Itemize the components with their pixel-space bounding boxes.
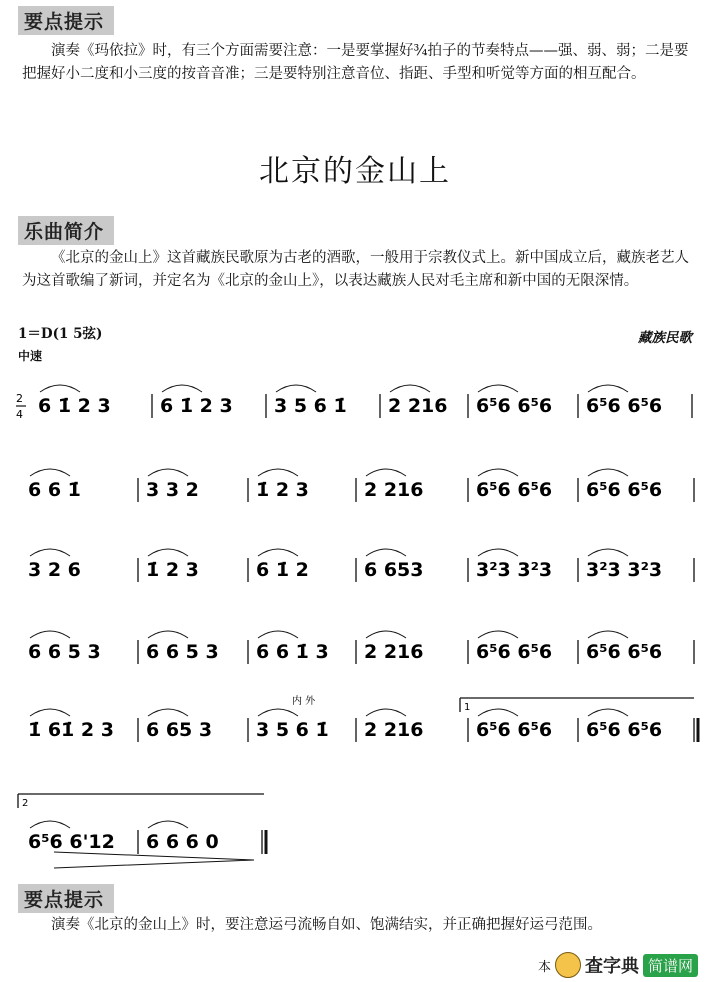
slur-mark <box>148 631 188 638</box>
bar-1-5: 6⁵6 6⁵6 <box>476 395 553 417</box>
slur-mark <box>30 709 70 716</box>
bar-1-2: 6 1̇ 2 3 <box>160 395 233 417</box>
bar-4-1: 6 6 5 3 <box>28 641 101 663</box>
slur-mark <box>258 469 298 476</box>
bar-3-5: 3²3 3²3 <box>476 559 553 581</box>
slur-mark <box>588 709 628 716</box>
bar-6-1: 6⁵6 6'12 <box>28 831 115 853</box>
slur-mark <box>390 385 430 392</box>
bar-1-1: 6 1̇ 2 3 <box>38 395 111 417</box>
watermark-prefix: 本 <box>537 959 551 975</box>
slur-mark <box>30 821 70 828</box>
bar-1-6: 6⁵6 6⁵6 <box>586 395 663 417</box>
slur-mark <box>162 385 202 392</box>
slur-mark <box>478 549 518 556</box>
bar-3-1: 3 2 6 <box>28 559 81 581</box>
watermark-site-name: 查字典 <box>584 956 639 977</box>
slur-mark <box>478 385 518 392</box>
slur-mark <box>366 469 406 476</box>
bar-6-2: 6 6 6 0 <box>146 831 219 853</box>
bar-2-5: 6⁵6 6⁵6 <box>476 479 553 501</box>
notation-system-4 <box>14 612 704 692</box>
bar-5-2: 6 65 3 <box>146 719 213 741</box>
song-title: 北京的金山上 <box>259 154 451 189</box>
slur-mark <box>30 549 70 556</box>
slur-mark <box>258 549 298 556</box>
notation-system-5 <box>14 690 704 780</box>
bar-4-5: 6⁵6 6⁵6 <box>476 641 553 663</box>
slur-mark <box>478 709 518 716</box>
slur-mark <box>258 709 298 716</box>
intro-text: 《北京的金山上》这首藏族民歌原为古老的酒歌，一般用于宗教仪式上。新中国成立后，藏族老艺人为这首歌编了新词，并定名为《北京的金山上》，以表达藏族人民对毛主席和新中国的无限深情。 <box>22 250 689 289</box>
intro-heading: 乐曲简介 <box>18 216 114 245</box>
ending-1-label: 1 <box>464 702 471 713</box>
bar-5-6: 6⁵6 6⁵6 <box>586 719 663 741</box>
slur-mark <box>148 469 188 476</box>
bar-1-3: 3 5 6 1̇ <box>274 395 347 417</box>
bar-2-2: 3 3 2 <box>146 479 199 501</box>
notation-system-6 <box>14 786 704 878</box>
slur-mark <box>366 631 406 638</box>
svg-text:4: 4 <box>16 408 23 421</box>
bar-4-3: 6 6 1̇ 3 <box>256 641 329 663</box>
bar-5-3: 3 5 6 1̇ <box>256 719 329 741</box>
bar-2-3: 1̇ 2 3 <box>256 479 309 501</box>
decrescendo-mark <box>54 852 254 868</box>
top-tip-heading: 要点提示 <box>18 6 114 35</box>
slur-mark <box>478 469 518 476</box>
bar-3-4: 6 653 <box>364 559 424 581</box>
slur-mark <box>30 469 70 476</box>
bar-2-4: 2 216 <box>364 479 424 501</box>
bar-4-4: 2 216 <box>364 641 424 663</box>
notation-system-3 <box>14 530 704 610</box>
slur-mark <box>148 709 188 716</box>
bar-2-1: 6 6 1̇ <box>28 479 81 501</box>
slur-mark <box>40 385 80 392</box>
notation-system-2 <box>14 450 704 530</box>
slur-mark <box>366 549 406 556</box>
slur-mark <box>588 385 628 392</box>
tempo-marking: 中速 <box>18 349 43 363</box>
notation-system-1 <box>14 366 704 446</box>
bar-5-1: 1̇ 61̇ 2 3 <box>28 719 114 741</box>
bottom-tip-heading: 要点提示 <box>18 884 114 913</box>
bar-4-2: 6 6 5 3 <box>146 641 219 663</box>
time-signature: 2 <box>16 392 23 405</box>
slur-mark <box>148 821 188 828</box>
song-source: 藏族民歌 <box>638 330 692 346</box>
bar-3-6: 3²3 3²3 <box>586 559 663 581</box>
bar-3-3: 6 1̇ 2 <box>256 559 309 581</box>
slur-mark <box>148 549 188 556</box>
slur-mark <box>588 631 628 638</box>
ending-2-label: 2 <box>22 798 29 809</box>
slur-mark <box>366 709 406 716</box>
system-1-bars <box>38 385 692 418</box>
slur-mark <box>588 549 628 556</box>
top-tip-text: 演奏《玛依拉》时，有三个方面需要注意：一是要掌握好¾拍子的节奏特点——强、弱、弱；二是要把握好小二度和小三度的按音音准；三是要特别注意音位、指距、手型和听觉等方面的相互配合。 <box>22 43 689 82</box>
mascot-icon <box>555 952 581 978</box>
site-watermark <box>538 952 698 978</box>
bar-4-6: 6⁵6 6⁵6 <box>586 641 663 663</box>
bar-2-6: 6⁵6 6⁵6 <box>586 479 663 501</box>
slur-mark <box>30 631 70 638</box>
key-signature: 1＝D(1 5弦) <box>18 326 103 342</box>
slur-mark <box>478 631 518 638</box>
slur-mark <box>588 469 628 476</box>
bottom-tip-text: 演奏《北京的金山上》时，要注意运弓流畅自如、饱满结实，并正确把握好运弓范围。 <box>51 917 602 933</box>
inner-outer-annotation: 内 外 <box>292 696 316 707</box>
bar-5-4: 2 216 <box>364 719 424 741</box>
watermark-tag: 简谱网 <box>643 954 698 977</box>
bar-3-2: 1̇ 2 3 <box>146 559 199 581</box>
bar-5-5: 6⁵6 6⁵6 <box>476 719 553 741</box>
bar-1-4: 2 216 <box>388 395 448 417</box>
slur-mark <box>276 385 316 392</box>
slur-mark <box>258 631 298 638</box>
